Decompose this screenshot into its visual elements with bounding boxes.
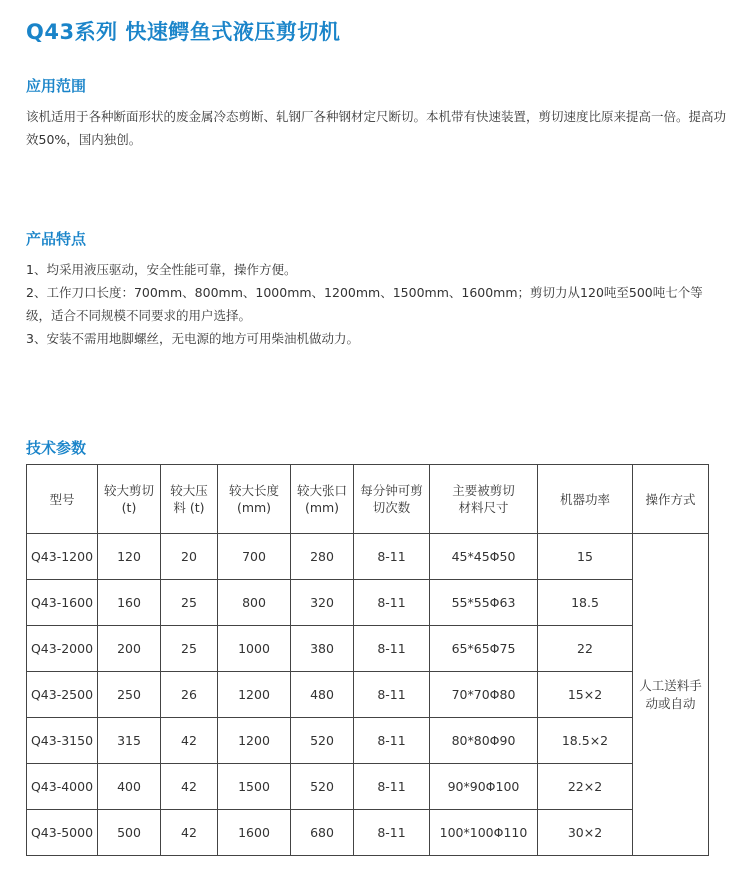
feature-item: 1、均采用液压驱动，安全性能可靠，操作方便。 [26,262,297,277]
table-cell: 42 [161,764,218,810]
table-cell: 30×2 [538,810,633,856]
table-cell: Q43-1200 [27,534,98,580]
table-cell: Q43-1600 [27,580,98,626]
table-cell: 100*100Φ110 [430,810,538,856]
table-cell: 315 [98,718,161,764]
column-header: 机器功率 [538,465,633,534]
table-cell: Q43-5000 [27,810,98,856]
table-cell: 8-11 [354,534,430,580]
application-paragraph: 该机适用于各种断面形状的废金属冷态剪断、轧钢厂各种钢材定尺断切。本机带有快速装置，剪切速度比原来提高一倍。提高功效50%，国内独创。 [26,109,727,147]
table-row [27,810,709,856]
table-cell: 8-11 [354,580,430,626]
table-cell: 520 [291,718,354,764]
table-cell: 22 [538,626,633,672]
table-cell: 520 [291,764,354,810]
table-cell: 700 [218,534,291,580]
table-row [27,580,709,626]
table-cell: 280 [291,534,354,580]
table-cell: Q43-3150 [27,718,98,764]
table-body [27,534,709,856]
table-cell: 400 [98,764,161,810]
table-cell: 80*80Φ90 [430,718,538,764]
table-cell: 380 [291,626,354,672]
column-header: 较大长度 (mm) [218,465,291,534]
table-cell: 8-11 [354,810,430,856]
table-cell: Q43-2000 [27,626,98,672]
table-cell: 8-11 [354,626,430,672]
table-cell: 120 [98,534,161,580]
feature-item: 3、安装不需用地脚螺丝，无电源的地方可用柴油机做动力。 [26,331,359,346]
column-header: 较大剪切 (t) [98,465,161,534]
application-heading: 应用范围 [26,77,87,95]
table-cell: 200 [98,626,161,672]
table-cell: 42 [161,718,218,764]
application-text [26,105,726,151]
table-cell: 25 [161,580,218,626]
features-heading: 产品特点 [26,230,87,248]
table-cell: 160 [98,580,161,626]
specs-heading: 技术参数 [26,439,87,457]
table-cell: 1200 [218,718,291,764]
table-cell: 1000 [218,626,291,672]
table-cell: 18.5 [538,580,633,626]
table-cell: 500 [98,810,161,856]
column-header: 较大压 料 (t) [161,465,218,534]
table-cell: 8-11 [354,672,430,718]
table-row [27,534,709,580]
table-cell: 45*45Φ50 [430,534,538,580]
column-header: 每分钟可剪 切次数 [354,465,430,534]
page-title: Q43系列 快速鳄鱼式液压剪切机 [26,20,341,44]
feature-item: 2、工作刀口长度：700mm、800mm、1000mm、1200mm、1500mm、1600mm；剪切力从120吨至500吨七个等级，适合不同规模不同要求的用户选择。 [26,285,703,323]
table-cell: 320 [291,580,354,626]
table-cell: 65*65Φ75 [430,626,538,672]
table-row [27,764,709,810]
table-cell: 22×2 [538,764,633,810]
table-cell: 18.5×2 [538,718,633,764]
table-cell: 480 [291,672,354,718]
table-cell: 26 [161,672,218,718]
table-cell: Q43-4000 [27,764,98,810]
table-cell: 250 [98,672,161,718]
column-header: 较大张口 (mm) [291,465,354,534]
table-cell: 1600 [218,810,291,856]
table-cell: 90*90Φ100 [430,764,538,810]
table-cell: 70*70Φ80 [430,672,538,718]
table-header-row [27,465,709,534]
table-cell: 15 [538,534,633,580]
table-cell: 20 [161,534,218,580]
table-cell: 680 [291,810,354,856]
features-list [26,258,726,350]
column-header: 主要被剪切 材料尺寸 [430,465,538,534]
table-cell: Q43-2500 [27,672,98,718]
table-cell: 8-11 [354,764,430,810]
column-header: 操作方式 [633,465,709,534]
table-cell: 15×2 [538,672,633,718]
table-cell: 25 [161,626,218,672]
table-row [27,626,709,672]
column-header: 型号 [27,465,98,534]
table-cell: 55*55Φ63 [430,580,538,626]
operation-cell: 人工送料手动或自动 [633,534,709,856]
table-cell: 1200 [218,672,291,718]
table-cell: 8-11 [354,718,430,764]
spec-table [26,464,709,856]
table-row [27,718,709,764]
table-cell: 800 [218,580,291,626]
table-row [27,672,709,718]
table-cell: 42 [161,810,218,856]
table-cell: 1500 [218,764,291,810]
